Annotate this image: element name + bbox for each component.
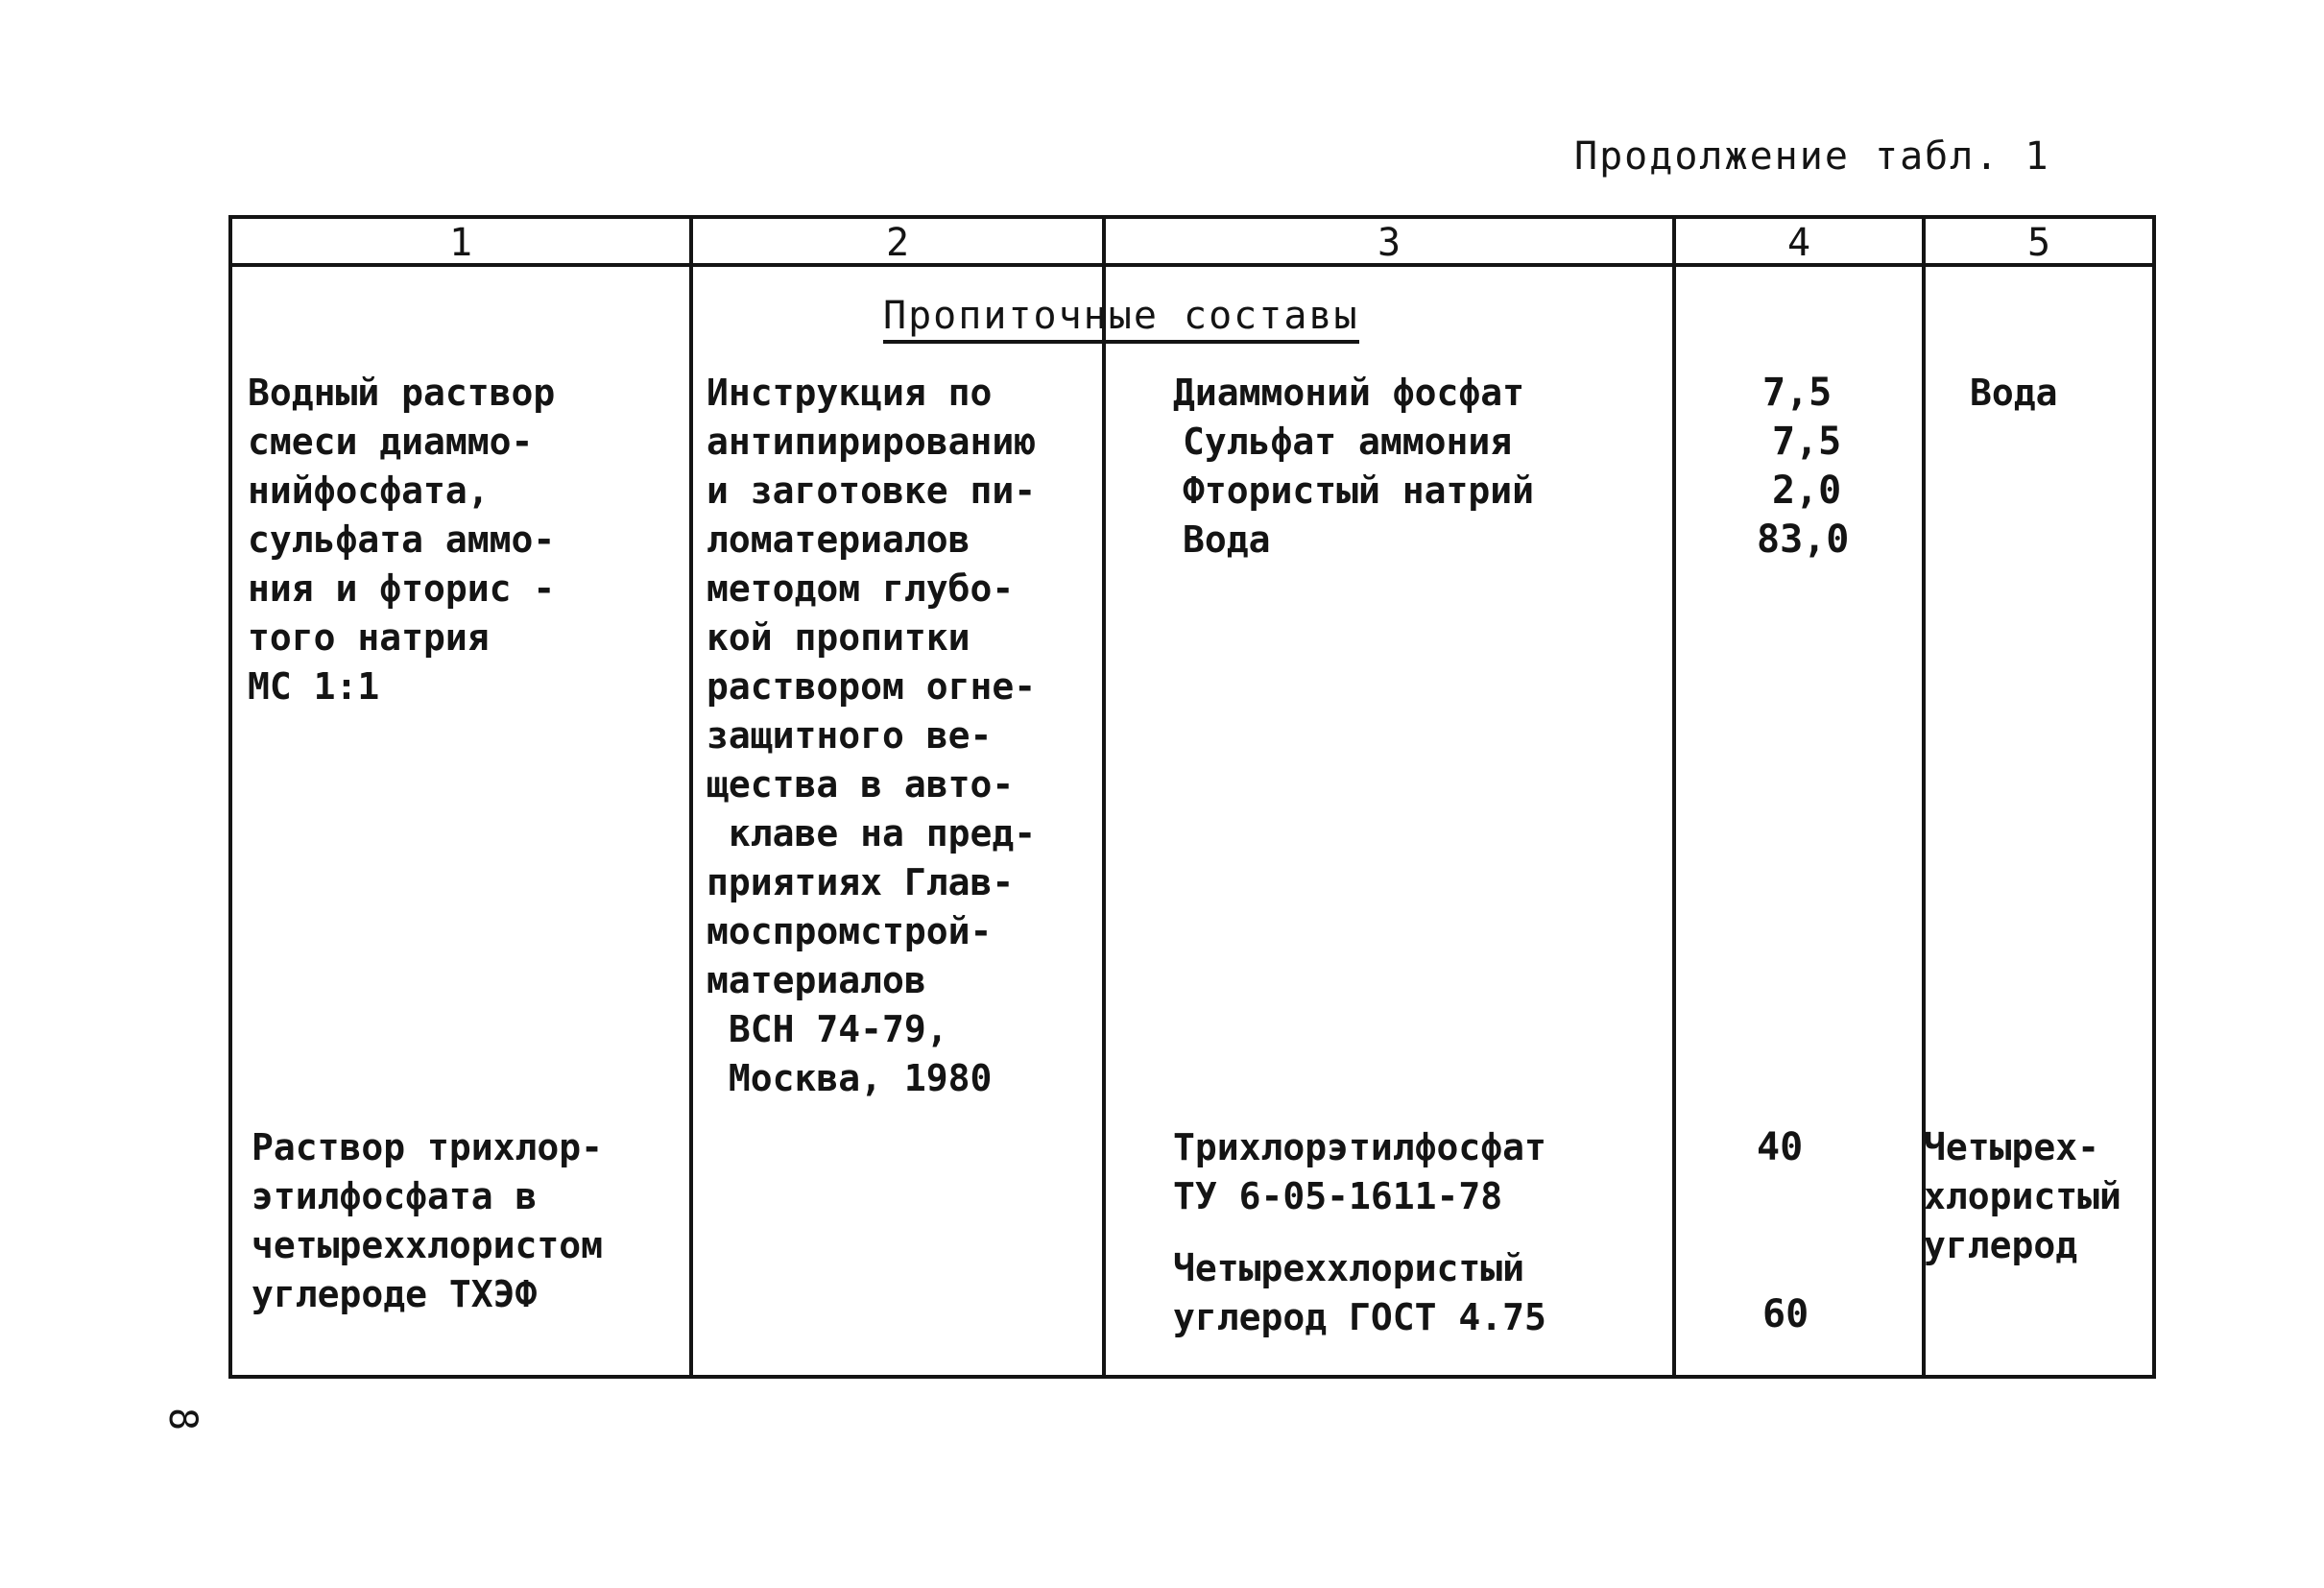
row1-component-4: Вода (1183, 518, 1271, 561)
row2-solvent: Четырех- хлористый углерод (1924, 1126, 2121, 1266)
header-col-5: 5 (2026, 221, 2051, 265)
row1-solvent: Вода (1970, 372, 2058, 414)
row2-value-2: 60 (1762, 1292, 1809, 1336)
row1-value-2: 7,5 (1772, 420, 1842, 464)
row2-name: Раствор трихлор- этилфосфата в четыреххлористом углероде ТХЭФ (252, 1126, 604, 1315)
row1-value-4: 83,0 (1757, 517, 1850, 562)
table-caption: Продолжение табл. 1 (1574, 134, 2050, 179)
column-divider-1 (689, 215, 693, 1379)
row1-component-2: Сульфат аммония (1183, 421, 1513, 463)
row1-value-1: 7,5 (1762, 371, 1833, 415)
column-divider-3 (1672, 215, 1676, 1379)
row2-value-1: 40 (1757, 1125, 1804, 1169)
row1-component-1: Диаммоний фосфат (1173, 372, 1525, 414)
row2-component-2: Четыреххлористый углерод ГОСТ 4.75 (1173, 1247, 1546, 1338)
row1-document: Инструкция по антипирированию и заготовке пи- ломатериалов методом глубо- кой пропитки раствором огне- защитного ве- щества в авто- клаве на пред- приятиях Глав- моспромстрой- материалов ВСН 74-79, Москва, 1980 (707, 372, 1037, 1099)
row1-component-3: Фтористый натрий (1183, 469, 1535, 512)
header-col-2: 2 (885, 221, 910, 265)
page-number: 8 (160, 1407, 205, 1432)
row1-value-3: 2,0 (1772, 469, 1842, 513)
header-col-1: 1 (448, 221, 473, 265)
header-col-4: 4 (1786, 221, 1811, 265)
section-title: Пропиточные составы (883, 294, 1359, 344)
row1-name: Водный раствор смеси диаммо- нийфосфата, сульфата аммо- ния и фторис - того натрия МС 1:1 (248, 372, 556, 708)
column-divider-2 (1102, 215, 1106, 1379)
header-col-3: 3 (1377, 221, 1402, 265)
row2-component-1: Трихлорэтилфосфат ТУ 6-05-1611-78 (1173, 1126, 1546, 1217)
